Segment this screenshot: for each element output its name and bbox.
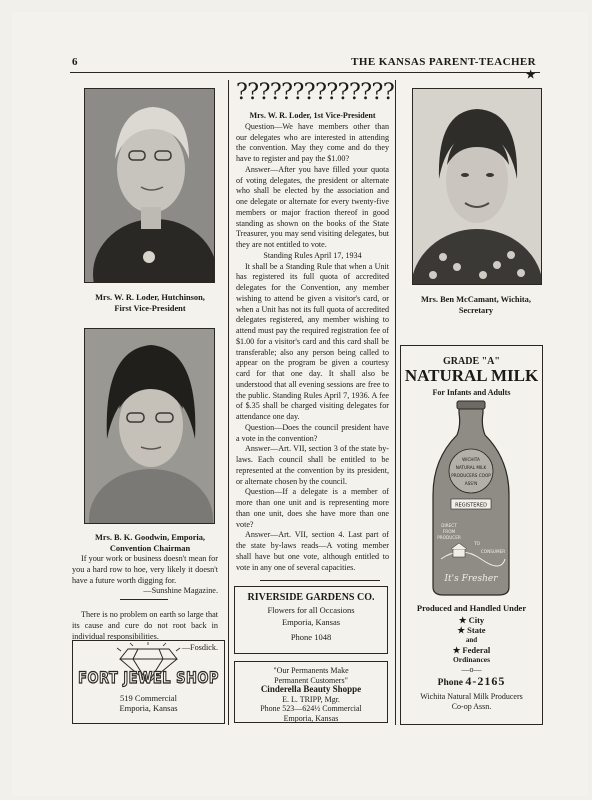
star-icon: ★ <box>525 69 536 81</box>
article-paragraph: Answer—After you have filled your quota of voting delegates, the president or alternate who shall be elected by the association and one delegate or alternate for every twenty-five members or major fraction thereof in good standing as shown on the books of the State Treasurer, you may send visiting delegates, but they are not entitled to vote. <box>236 164 389 249</box>
ad-riverside-line1: Flowers for all Occasions <box>267 605 355 615</box>
ad-fort-jewel-name: FORT JEWEL SHOP <box>78 669 219 688</box>
bottle-text-natural-milk: NATURAL MILK <box>455 465 487 470</box>
article-title: ?????????????? <box>236 80 395 105</box>
photo-goodwin <box>84 328 215 524</box>
ad-riverside-gardens <box>234 586 388 654</box>
ad-cinderella-beauty <box>234 661 388 723</box>
caption-goodwin <box>80 532 220 554</box>
milk-phone <box>401 674 542 689</box>
milk-phone-label: Phone <box>437 678 466 688</box>
ad-fort-jewel-city: Emporia, Kansas <box>119 703 178 713</box>
article-paragraph: Answer—Art. VII, section 4. Last part of the state by-laws reads—A voting member shall have but one vote, although entitled to vote in any one of several capacities. <box>236 530 389 572</box>
bottle-consumer: CONSUMER <box>480 549 506 554</box>
milk-federal: ★ Federal <box>452 645 491 655</box>
caption-mccamant <box>404 294 548 316</box>
ad-cinderella-address: Phone 523—624½ Commercial <box>260 704 362 714</box>
ad-natural-milk <box>400 345 543 725</box>
milk-divider: —o— <box>461 665 482 674</box>
quote-sunshine: If your work or business doesn't mean for you a hard row to hoe, very likely it doesn't have a future worth digging for. <box>72 554 218 585</box>
bottle-text-producers: PRODUCERS COOP <box>451 473 491 478</box>
bottle-text-wichita: WICHITA <box>462 457 480 462</box>
caption-mccamant-line2: Secretary <box>458 306 494 315</box>
caption-loder-line2: First Vice-President <box>114 304 186 313</box>
quote-sunshine-source: —Sunshine Magazine. <box>143 586 218 596</box>
ad-cinderella-slogan1: "Our Permanents Make <box>273 666 349 675</box>
article-body <box>236 111 389 573</box>
article-paragraph: Question—If a delegate is a member of more than one unit and is representing more than one unit, does she have more than one vote? <box>236 487 389 529</box>
milk-headline: NATURAL MILK <box>404 366 539 385</box>
milk-city: ★ City <box>458 615 485 625</box>
publication-title: THE KANSAS PARENT-TEACHER <box>351 56 536 68</box>
bottle-script: It's Fresher <box>444 574 498 584</box>
bottle-direct: DIRECT <box>441 523 457 528</box>
ad-riverside-name: RIVERSIDE GARDENS CO. <box>247 592 375 603</box>
bottle-producer: PRODUCER <box>437 535 461 540</box>
article-paragraph: Answer—Art. VII, section 3 of the state by-laws. Each council shall be entitled to be represented at the convention by its president, or alternate chosen by the council. <box>236 444 389 486</box>
running-head <box>350 56 536 81</box>
caption-loder-line1: Mrs. W. R. Loder, Hutchinson, <box>95 293 205 302</box>
bottle-text-assn: ASS'N <box>464 481 478 486</box>
bottle-registered: REGISTERED <box>455 502 487 509</box>
ad-riverside-city: Emporia, Kansas <box>281 617 341 627</box>
milk-bottle-icon <box>401 399 542 599</box>
milk-state: ★ State <box>457 625 486 635</box>
milk-grade: GRADE "A" <box>443 356 500 367</box>
bottle-from: FROM <box>442 529 456 534</box>
photo-mccamant <box>412 88 542 285</box>
article-end-rule <box>260 580 380 581</box>
milk-produced: Produced and Handled Under <box>416 603 527 613</box>
milk-phone-number: 4-2165 <box>465 674 506 688</box>
photo-loder <box>84 88 215 283</box>
quote-fosdick: There is no problem on earth so large that its cause and cure do not root back in individual responsibilities. <box>72 610 218 641</box>
caption-goodwin-line1: Mrs. B. K. Goodwin, Emporia, <box>94 533 206 542</box>
ad-fort-jewel-shop <box>72 640 225 724</box>
article-byline: Mrs. W. R. Loder, 1st Vice-President <box>249 111 376 120</box>
ad-riverside-phone: Phone 1048 <box>290 632 332 642</box>
article-paragraph: It shall be a Standing Rule that when a Unit has registered its full quota of accredited delegates for the Convention, any member wishing to attend be given a visitor's card, or when a Unit has not its full quota of accredited delegates registered, any member wishing to attend must pay the required registration fee of $1.00 for a visitor's card and this card shall be transferable; also any person being called to appear on the program be given a courtesy card for that one day. It shall also be understood that all evening sessions are free to the public. Standing Rules April 7, 1936. A fee of $.35 shall be charged visiting delegates for attendance one day. <box>236 261 389 421</box>
milk-producers: Wichita Natural Milk Producers <box>420 692 523 701</box>
caption-mccamant-line1: Mrs. Ben McCamant, Wichita, <box>421 295 531 304</box>
column-rule-right <box>395 80 396 725</box>
header-rule <box>70 72 540 73</box>
standing-rules-heading: Standing Rules April 17, 1934 <box>263 250 362 260</box>
ad-cinderella-city: Emporia, Kansas <box>283 713 339 723</box>
caption-goodwin-line2: Convention Chairman <box>109 544 191 553</box>
milk-coop: Co-op Assn. <box>451 702 492 711</box>
ad-cinderella-slogan2: Permanent Customers" <box>274 675 348 685</box>
quotes <box>72 554 218 653</box>
milk-and: and <box>465 636 478 644</box>
ad-fort-jewel-address: 519 Commercial <box>120 693 177 703</box>
milk-subhead: For Infants and Adults <box>432 388 511 397</box>
milk-ordinances: Ordinances <box>452 655 491 664</box>
column-rule-left <box>228 80 229 725</box>
ad-cinderella-name: Cinderella Beauty Shoppe <box>260 684 362 695</box>
article-paragraph: Question—We have members other than our delegates who are interested in attending the convention. May they come and do they have to register and pay the $1.00? <box>236 121 389 163</box>
page-number: 6 <box>72 56 78 68</box>
quote-divider <box>120 599 168 600</box>
bottle-to: TO <box>474 541 480 546</box>
article-paragraph: Question—Does the council president have a vote in the convention? <box>236 422 389 443</box>
ad-cinderella-manager: E. L. TRIPP, Mgr. <box>282 694 340 704</box>
quote-fosdick-source: —Fosdick. <box>181 642 218 652</box>
caption-loder <box>80 292 220 314</box>
